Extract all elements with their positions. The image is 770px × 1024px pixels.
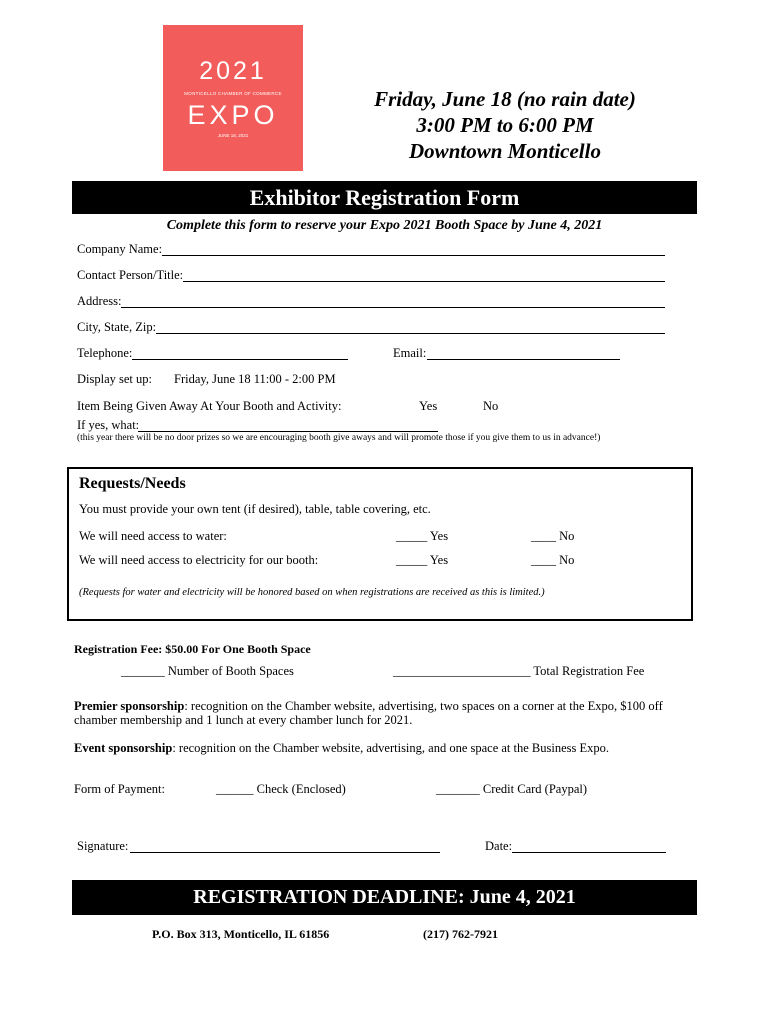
signature-label: Signature:	[77, 839, 129, 853]
footer-address: P.O. Box 313, Monticello, IL 61856	[152, 927, 330, 941]
logo-year: 2021	[199, 57, 267, 85]
total-fee[interactable]: ______________________ Total Registration Fee	[393, 664, 645, 678]
address-field[interactable]	[121, 293, 665, 308]
event-location: Downtown Monticello	[409, 139, 601, 163]
fee-title: Registration Fee: $50.00 For One Booth Space	[74, 642, 311, 656]
city-field[interactable]	[156, 319, 665, 334]
premier-sponsorship	[74, 699, 684, 727]
payment-check[interactable]: ______ Check (Enclosed)	[216, 782, 346, 796]
premier-label: Premier sponsorship	[74, 699, 185, 713]
water-no[interactable]: ____ No	[531, 529, 575, 543]
requests-note: (Requests for water and electricity will be honored based on when registrations are received as this is limited.)	[79, 587, 545, 598]
event-info	[320, 86, 690, 164]
telephone-label: Telephone:	[77, 346, 133, 360]
form-title: Exhibitor Registration Form	[72, 181, 697, 214]
form-instruction: Complete this form to reserve your Expo 2021 Booth Space by June 4, 2021	[166, 218, 603, 233]
item-label: Item Being Given Away At Your Booth and Activity:	[77, 399, 342, 413]
event-time: 3:00 PM to 6:00 PM	[416, 113, 594, 137]
electricity-no[interactable]: ____ No	[531, 553, 575, 567]
telephone-field[interactable]	[132, 345, 348, 360]
electricity-yes[interactable]: _____ Yes	[396, 553, 449, 567]
water-yes[interactable]: _____ Yes	[396, 529, 449, 543]
item-note: (this year there will be no door prizes so we are encouraging booth give aways and will promote those if you give them to us in advance!)	[77, 433, 601, 443]
item-yes[interactable]: Yes	[419, 399, 438, 413]
footer-phone: (217) 762-7921	[423, 927, 498, 941]
city-label: City, State, Zip:	[77, 320, 157, 334]
email-label: Email:	[393, 346, 427, 360]
requests-intro: You must provide your own tent (if desired), table, table covering, etc.	[79, 502, 431, 516]
address-label: Address:	[77, 294, 122, 308]
display-value: Friday, June 18 11:00 - 2:00 PM	[174, 372, 336, 386]
logo-date: JUNE 18, 2021	[217, 133, 249, 138]
electricity-label: We will need access to electricity for our booth:	[79, 553, 319, 567]
email-field[interactable]	[427, 345, 620, 360]
contact-label: Contact Person/Title:	[77, 268, 184, 282]
signature-field[interactable]	[130, 838, 440, 853]
event-sponsorship	[74, 741, 684, 755]
event-date: Friday, June 18 (no rain date)	[374, 87, 636, 111]
contact-field[interactable]	[183, 267, 665, 282]
water-label: We will need access to water:	[79, 529, 227, 543]
payment-card[interactable]: _______ Credit Card (Paypal)	[436, 782, 588, 796]
expo-logo	[163, 25, 303, 171]
requests-title: Requests/Needs	[79, 475, 186, 492]
date-field[interactable]	[512, 838, 666, 853]
logo-word: EXPO	[187, 100, 279, 130]
event-sponsor-label: Event sponsorship	[74, 741, 173, 755]
payment-label: Form of Payment:	[74, 782, 165, 796]
event-sponsor-text: : recognition on the Chamber website, advertising, and one space at the Business Expo.	[172, 741, 610, 755]
booth-spaces[interactable]: _______ Number of Booth Spaces	[121, 664, 294, 678]
logo-org: MONTICELLO CHAMBER OF COMMERCE	[184, 91, 282, 96]
company-field[interactable]	[162, 241, 665, 256]
ifyes-field[interactable]	[138, 417, 438, 432]
display-label: Display set up:	[77, 372, 152, 386]
premier-text: : recognition on the Chamber website, advertising, two spaces on a corner at the Expo, $100 off chamber membership and 1 lunch at every chamber lunch for 2021.	[74, 699, 663, 727]
ifyes-label: If yes, what:	[77, 418, 140, 432]
company-label: Company Name:	[77, 242, 163, 256]
item-no[interactable]: No	[483, 399, 499, 413]
date-label: Date:	[485, 839, 513, 853]
registration-deadline: REGISTRATION DEADLINE: June 4, 2021	[72, 880, 697, 915]
